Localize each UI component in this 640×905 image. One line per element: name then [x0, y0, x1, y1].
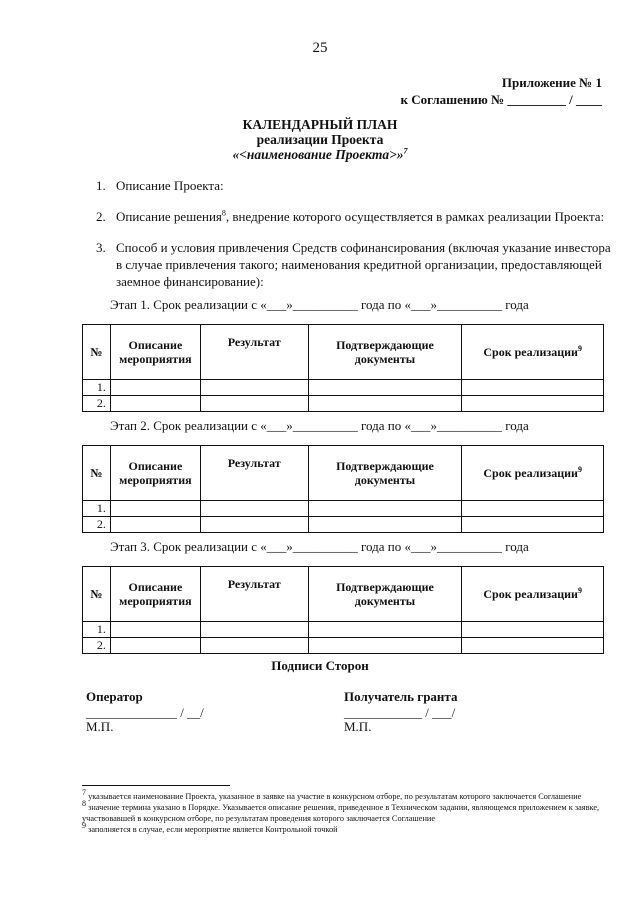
stage-3-label: Этап 3. Срок реализации с «___»__________ года по «___»__________ года: [110, 539, 529, 554]
list-item: [96, 208, 611, 225]
cell-documents[interactable]: [308, 380, 462, 396]
table-header-row: [83, 567, 604, 622]
col-result: Результат: [200, 446, 308, 501]
footnote: $^9$ заполняется в случае, если мероприятие является Контрольной точкой: [82, 821, 338, 834]
table-row: [83, 396, 604, 412]
row-number: 2.: [83, 517, 111, 533]
agreement-reference: к Соглашению № _________ / ____: [400, 92, 602, 107]
cell-result[interactable]: [200, 396, 308, 412]
stage-2-table: [82, 445, 604, 533]
list-item-text: Описание Проекта:: [116, 178, 224, 193]
cell-term[interactable]: [462, 380, 604, 396]
footnote: $^8$ значение термина указано в Порядке. Указывается описание решения, приведенное в Техническом задании, являющемся приложением к заявке, участвовавшей в конкурсном отборе, по результатам проведения которого заключается Соглашение: [82, 799, 600, 823]
cell-result[interactable]: [200, 622, 308, 638]
list-item: [96, 177, 611, 194]
recipient-label: Получатель гранта: [344, 689, 458, 704]
title-line-3: [0, 147, 640, 162]
cell-description[interactable]: [110, 396, 200, 412]
cell-term[interactable]: [462, 396, 604, 412]
footnote-ref: 8: [221, 208, 226, 218]
footnote-separator: [82, 785, 230, 786]
col-documents: Подтверждающие документы: [308, 325, 462, 380]
signatures-title: Подписи Сторон: [271, 658, 369, 673]
col-term: Срок реализации$^9$: [462, 446, 604, 501]
appendix-title: Приложение № 1: [501, 75, 602, 90]
footnotes: [82, 788, 610, 835]
cell-term[interactable]: [462, 517, 604, 533]
table-row: [83, 380, 604, 396]
page-number: 25: [312, 40, 328, 56]
row-number: 2.: [83, 396, 111, 412]
list-item-text: Описание решения$^8$, внедрение которого осуществляется в рамках реализации Проекта:: [116, 208, 605, 224]
cell-documents[interactable]: [308, 501, 462, 517]
footnote: $^7$ указывается наименование Проекта, указанное в заявке на участие в конкурсном отборе, по результатам которого заключается Соглашение: [82, 788, 582, 801]
cell-description[interactable]: [110, 638, 200, 654]
col-documents: Подтверждающие документы: [308, 446, 462, 501]
list-item: [96, 239, 611, 290]
cell-result[interactable]: [200, 517, 308, 533]
operator-stamp-place: М.П.: [86, 719, 114, 734]
footnote-ref: 7: [403, 146, 408, 156]
document-title: [0, 117, 640, 162]
col-term: Срок реализации$^9$: [462, 567, 604, 622]
row-number: 1.: [83, 622, 111, 638]
col-description: Описание мероприятия: [110, 325, 200, 380]
row-number: 1.: [83, 380, 111, 396]
table-header-row: [83, 325, 604, 380]
col-num: №: [83, 325, 111, 380]
stage-3-table: [82, 566, 604, 654]
table-row: [83, 622, 604, 638]
col-description: Описание мероприятия: [110, 567, 200, 622]
table-row: [83, 517, 604, 533]
cell-description[interactable]: [110, 501, 200, 517]
title-line-2: реализации Проекта: [256, 132, 384, 147]
list-item-number: 3.: [96, 240, 106, 255]
cell-result[interactable]: [200, 380, 308, 396]
cell-term[interactable]: [462, 622, 604, 638]
recipient-signature-line[interactable]: ____________ / ___/: [344, 705, 456, 720]
cell-documents[interactable]: [308, 517, 462, 533]
recipient-stamp-place: М.П.: [344, 719, 372, 734]
stage-1-label: Этап 1. Срок реализации с «___»__________ года по «___»__________ года: [110, 297, 529, 312]
stage-1-table: [82, 324, 604, 412]
cell-description[interactable]: [110, 622, 200, 638]
cell-result[interactable]: [200, 501, 308, 517]
col-description: Описание мероприятия: [110, 446, 200, 501]
col-term: Срок реализации$^9$: [462, 325, 604, 380]
cell-result[interactable]: [200, 638, 308, 654]
table-row: [83, 638, 604, 654]
cell-term[interactable]: [462, 501, 604, 517]
operator-signature-line[interactable]: ______________ / __/: [86, 705, 204, 720]
appendix-header: [401, 74, 603, 108]
title-line-1: КАЛЕНДАРНЫЙ ПЛАН: [242, 117, 398, 132]
operator-label: Оператор: [86, 689, 143, 704]
table-header-row: [83, 446, 604, 501]
list-item-number: 2.: [96, 209, 106, 224]
table-row: [83, 501, 604, 517]
cell-documents[interactable]: [308, 638, 462, 654]
numbered-list: [96, 177, 611, 304]
row-number: 2.: [83, 638, 111, 654]
list-item-text: Способ и условия привлечения Средств софинансирования (включая указание инвестора в случае привлечения такого; наименования кредитной организации, предоставляющей заемное финансирование):: [116, 240, 611, 289]
cell-description[interactable]: [110, 380, 200, 396]
col-num: №: [83, 567, 111, 622]
cell-documents[interactable]: [308, 622, 462, 638]
cell-term[interactable]: [462, 638, 604, 654]
col-documents: Подтверждающие документы: [308, 567, 462, 622]
col-num: №: [83, 446, 111, 501]
col-result: Результат: [200, 325, 308, 380]
list-item-number: 1.: [96, 178, 106, 193]
stage-2-label: Этап 2. Срок реализации с «___»__________ года по «___»__________ года: [110, 418, 529, 433]
row-number: 1.: [83, 501, 111, 517]
cell-description[interactable]: [110, 517, 200, 533]
project-name-placeholder: «<наименование Проекта>»: [232, 147, 404, 162]
cell-documents[interactable]: [308, 396, 462, 412]
col-result: Результат: [200, 567, 308, 622]
